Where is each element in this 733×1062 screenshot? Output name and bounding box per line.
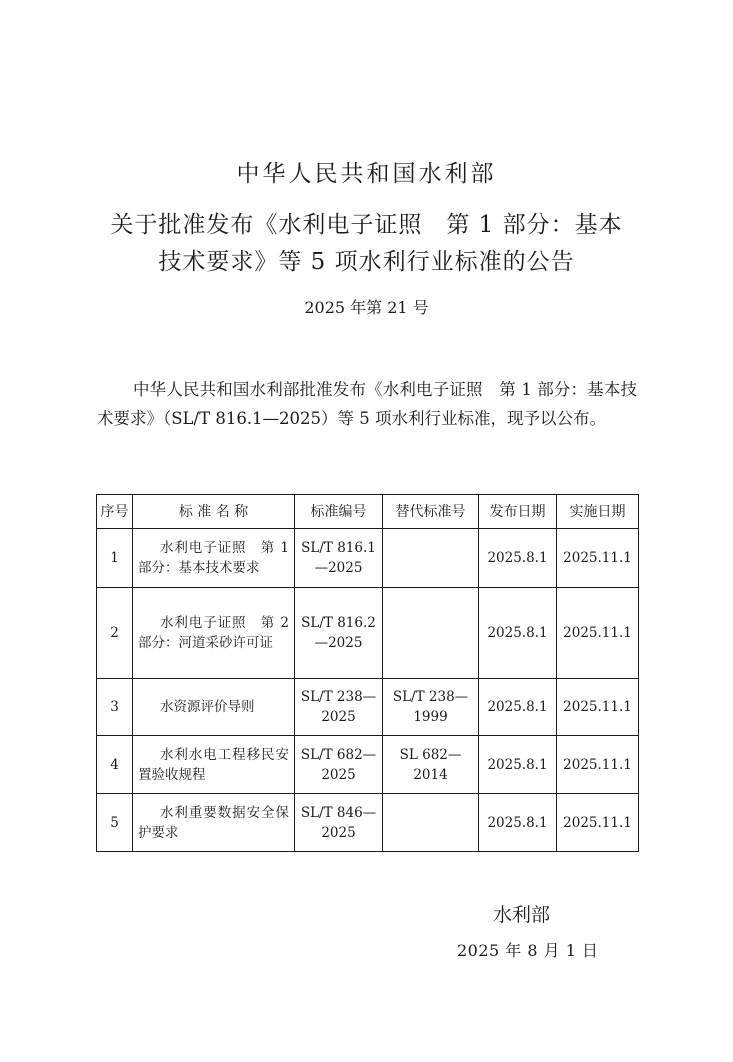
row-code: SL/T 816.2—2025: [295, 588, 383, 679]
row-effective-date: 2025.11.1: [557, 588, 639, 679]
announcement-title-line-1: 关于批准发布《水利电子证照 第 1 部分：基本: [110, 212, 623, 238]
row-name: [133, 679, 295, 736]
row-name-text: 水利水电工程移民安置验收规程: [138, 746, 289, 783]
announcement-body: 中华人民共和国水利部批准发布《水利电子证照 第 1 部分：基本技术要求》（SL/T 816.1—2025）等 5 项水利行业标准，现予以公布。: [97, 380, 637, 428]
row-replaces: [383, 794, 479, 852]
table-row: [97, 794, 639, 852]
header-replaces: 替代标准号: [383, 495, 479, 529]
row-replaces: [383, 529, 479, 588]
table-row: [97, 736, 639, 794]
row-name-text: 水利电子证照 第 2 部分：河道采砂许可证: [138, 615, 289, 651]
row-effective-date: 2025.11.1: [557, 529, 639, 588]
header-effective-date: 实施日期: [557, 495, 639, 529]
row-issue-date: 2025.8.1: [479, 529, 557, 588]
table-header-row: [97, 495, 639, 529]
table-row: [97, 529, 639, 588]
table-row: [97, 679, 639, 736]
row-no: 4: [97, 736, 133, 794]
row-name: [133, 588, 295, 679]
row-no: 1: [97, 529, 133, 588]
row-name: [133, 736, 295, 794]
row-name: [133, 794, 295, 852]
header-name: 标 准 名 称: [133, 495, 295, 529]
document-number: 2025 年第 21 号: [304, 298, 429, 317]
row-issue-date: 2025.8.1: [479, 679, 557, 736]
issuing-organization: 中华人民共和国水利部: [236, 161, 497, 187]
table-row: [97, 588, 639, 679]
header-code: 标准编号: [295, 495, 383, 529]
row-name-text: 水利重要数据安全保护要求: [138, 804, 289, 841]
row-replaces: SL/T 238—1999: [383, 679, 479, 736]
row-name: [133, 529, 295, 588]
row-code: SL/T 682—2025: [295, 736, 383, 794]
row-effective-date: 2025.11.1: [557, 736, 639, 794]
row-replaces: SL 682—2014: [383, 736, 479, 794]
row-effective-date: 2025.11.1: [557, 794, 639, 852]
row-no: 2: [97, 588, 133, 679]
row-code: SL/T 816.1—2025: [295, 529, 383, 588]
header-no: 序号: [97, 495, 133, 529]
issue-date: 2025 年 8 月 1 日: [457, 941, 599, 960]
row-issue-date: 2025.8.1: [479, 794, 557, 852]
announcement-title-line-2: 技术要求》等 5 项水利行业标准的公告: [158, 249, 575, 275]
signature: 水利部: [493, 904, 551, 926]
row-issue-date: 2025.8.1: [479, 588, 557, 679]
row-no: 5: [97, 794, 133, 852]
header-issue-date: 发布日期: [479, 495, 557, 529]
row-replaces: [383, 588, 479, 679]
row-issue-date: 2025.8.1: [479, 736, 557, 794]
row-name-text: 水利电子证照 第 1 部分：基本技术要求: [138, 540, 289, 576]
standards-table: [96, 494, 639, 852]
row-effective-date: 2025.11.1: [557, 679, 639, 736]
row-no: 3: [97, 679, 133, 736]
row-code: SL/T 846—2025: [295, 794, 383, 852]
row-code: SL/T 238—2025: [295, 679, 383, 736]
row-name-text: 水资源评价导则: [160, 699, 255, 715]
